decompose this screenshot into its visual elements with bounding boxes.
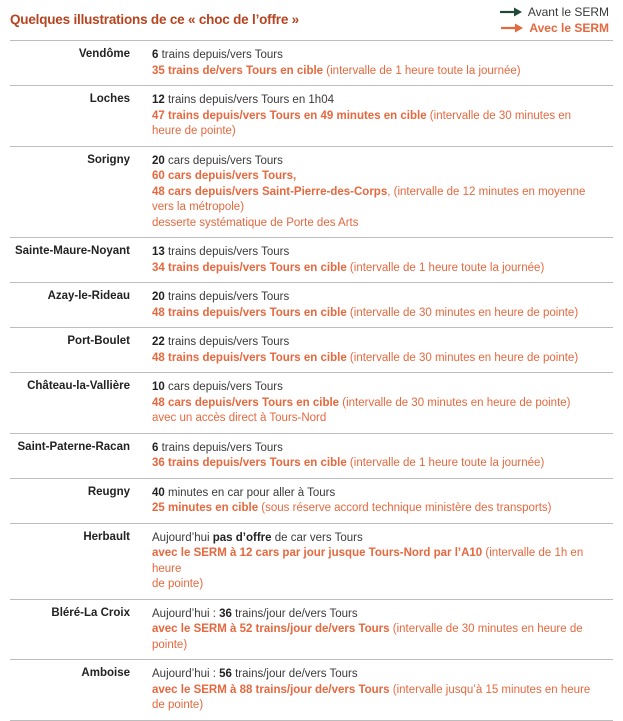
info-text: de car vers Tours xyxy=(271,531,363,544)
place-name: Azay-le-Rideau xyxy=(47,290,130,302)
info-text: 10 xyxy=(152,381,165,393)
info-text: , (intervalle de 12 minutes en moyenne xyxy=(387,185,586,198)
table-row xyxy=(10,373,613,434)
info-text: (intervalle jusqu’à 15 minutes en heure xyxy=(389,683,591,696)
info-line xyxy=(152,577,605,593)
info-text: (intervalle de 30 minutes en heure de pointe) xyxy=(346,306,579,319)
info-text: (intervalle de 1 heure toute la journée) xyxy=(346,457,545,469)
service-info xyxy=(152,479,613,523)
info-line xyxy=(152,501,605,517)
info-text: (intervalle de 1 heure toute la journée) xyxy=(346,261,545,274)
table-row xyxy=(10,434,613,479)
info-text: 60 cars depuis/vers Tours, xyxy=(152,170,297,182)
table-row xyxy=(10,238,613,283)
info-line xyxy=(152,124,605,140)
info-line xyxy=(152,216,605,232)
service-info xyxy=(152,238,613,282)
service-info xyxy=(152,328,613,372)
info-text: 35 trains de/vers Tours en cible xyxy=(152,64,324,77)
legend-before-label: Avant le SERM xyxy=(527,5,609,19)
place-name: Sorigny xyxy=(87,153,130,166)
info-text: heure de pointe) xyxy=(152,125,236,137)
place-name: Loches xyxy=(89,93,130,105)
service-info xyxy=(152,86,613,146)
info-text: 12 xyxy=(152,94,165,106)
info-line xyxy=(152,698,605,714)
service-info xyxy=(152,283,613,327)
service-info xyxy=(152,524,613,599)
info-line xyxy=(152,48,605,64)
service-info xyxy=(152,434,613,478)
info-line xyxy=(152,351,605,367)
info-text: 34 trains depuis/vers Tours en cible xyxy=(152,261,347,274)
info-line xyxy=(152,185,605,201)
service-info xyxy=(152,373,613,433)
info-line xyxy=(152,622,605,638)
info-text: avec le SERM à 52 trains/jour de/vers Tours xyxy=(152,623,390,635)
info-text: avec le SERM à 88 trains/jour de/vers Tours xyxy=(152,683,390,696)
info-text: 25 minutes en cible xyxy=(152,502,259,514)
table-row xyxy=(10,147,613,239)
info-text: cars depuis/vers Tours xyxy=(164,154,283,167)
info-text: desserte systématique de Porte des Arts xyxy=(152,216,359,229)
info-text: (intervalle de 30 minutes en heure de xyxy=(389,623,583,635)
arrow-right-icon xyxy=(501,23,523,33)
info-text: trains depuis/vers Tours xyxy=(164,336,290,348)
info-line xyxy=(152,607,605,623)
legend-after-label: Avec le SERM xyxy=(529,21,609,35)
info-text: avec un accès direct à Tours-Nord xyxy=(152,412,327,424)
info-text: 40 xyxy=(152,486,165,499)
legend-before xyxy=(500,4,609,20)
info-line xyxy=(152,396,605,412)
info-text: de pointe) xyxy=(152,699,204,711)
page-title: Quelques illustrations de ce « choc de l’offre » xyxy=(10,12,299,27)
info-text: avec le SERM à 12 cars par jour jusque Tours-Nord par l’A10 xyxy=(152,547,483,559)
info-text: 48 trains depuis/vers Tours en cible xyxy=(152,351,347,364)
info-text: 6 xyxy=(152,49,159,61)
legend xyxy=(500,4,609,36)
comparison-table xyxy=(10,40,613,721)
table-row xyxy=(10,660,613,721)
place-name: Port-Boulet xyxy=(67,335,130,347)
info-line xyxy=(152,109,605,125)
info-line xyxy=(152,290,605,306)
info-line xyxy=(152,638,605,654)
info-text: cars depuis/vers Tours xyxy=(164,381,283,393)
table-row xyxy=(10,41,613,86)
info-line xyxy=(152,154,605,170)
info-text: trains depuis/vers Tours xyxy=(164,291,290,303)
place-name: Château-la-Vallière xyxy=(27,380,130,392)
info-line xyxy=(152,335,605,351)
place-name: Sainte-Maure-Noyant xyxy=(14,245,130,257)
info-text: trains depuis/vers Tours xyxy=(164,246,290,258)
info-text: Aujourd’hui xyxy=(152,531,213,544)
service-info xyxy=(152,660,613,720)
info-line xyxy=(152,93,605,109)
info-line xyxy=(152,441,605,457)
place-name: Herbault xyxy=(83,530,130,543)
info-text: 13 xyxy=(152,246,165,258)
info-text: (sous réserve accord technique ministère des transports) xyxy=(258,502,552,514)
info-line xyxy=(152,169,605,185)
info-text: (intervalle de 30 minutes en heure de pointe) xyxy=(346,351,579,364)
info-text: trains depuis/vers Tours xyxy=(158,49,283,61)
info-text: 36 xyxy=(219,607,232,620)
info-text: 48 trains depuis/vers Tours en cible xyxy=(152,306,347,319)
table-row xyxy=(10,328,613,373)
info-text: (intervalle de 1h en heure xyxy=(152,547,584,575)
table-row xyxy=(10,524,613,600)
info-text: 20 xyxy=(152,291,165,303)
info-text: trains/jour de/vers Tours xyxy=(231,607,358,620)
info-text: de pointe) xyxy=(152,578,204,590)
info-text: 36 trains depuis/vers Tours en cible xyxy=(152,457,347,469)
info-line xyxy=(152,306,605,322)
place-name: Amboise xyxy=(81,667,130,679)
info-line xyxy=(152,546,605,577)
info-text: pointe) xyxy=(152,638,188,651)
legend-after xyxy=(500,20,609,36)
place-name: Bléré-La Croix xyxy=(51,606,130,619)
info-line xyxy=(152,245,605,261)
info-line xyxy=(152,486,605,502)
arrow-right-icon xyxy=(500,7,522,17)
info-line xyxy=(152,380,605,396)
info-text: vers la métropole) xyxy=(152,201,245,213)
info-text: 6 xyxy=(152,441,159,454)
info-text: 20 xyxy=(152,154,165,167)
info-line xyxy=(152,64,605,80)
info-text: Aujourd’hui : xyxy=(152,668,220,680)
info-text: pas d’offre xyxy=(212,531,272,544)
info-text: trains/jour de/vers Tours xyxy=(231,668,358,680)
table-row xyxy=(10,479,613,524)
place-name: Reugny xyxy=(87,485,130,498)
info-text: trains depuis/vers Tours en 1h04 xyxy=(164,94,334,106)
info-text: (intervalle de 30 minutes en heure de pointe) xyxy=(339,396,571,409)
info-line xyxy=(152,667,605,683)
info-text: 48 cars depuis/vers Tours en cible xyxy=(152,396,340,409)
info-line xyxy=(152,261,605,277)
info-text: 47 trains depuis/vers Tours en 49 minutes en cible xyxy=(152,109,427,122)
info-text: trains depuis/vers Tours xyxy=(158,441,283,454)
table-row xyxy=(10,86,613,147)
info-line xyxy=(152,200,605,216)
info-line xyxy=(152,411,605,427)
info-line xyxy=(152,456,605,472)
table-row xyxy=(10,600,613,661)
info-text: minutes en car pour aller à Tours xyxy=(164,486,336,499)
place-name: Saint-Paterne-Racan xyxy=(17,440,130,453)
place-name: Vendôme xyxy=(78,48,130,60)
info-text: (intervalle de 1 heure toute la journée) xyxy=(323,64,521,77)
service-info xyxy=(152,600,613,660)
service-info xyxy=(152,41,613,85)
info-line xyxy=(152,531,605,547)
info-text: (intervalle de 30 minutes en xyxy=(426,109,572,122)
info-text: 22 xyxy=(152,336,165,348)
table-row xyxy=(10,283,613,328)
service-info xyxy=(152,147,613,238)
info-text: 48 cars depuis/vers Saint-Pierre-des-Corps xyxy=(152,185,388,198)
info-text: 56 xyxy=(219,668,232,680)
info-text: Aujourd’hui : xyxy=(152,607,220,620)
